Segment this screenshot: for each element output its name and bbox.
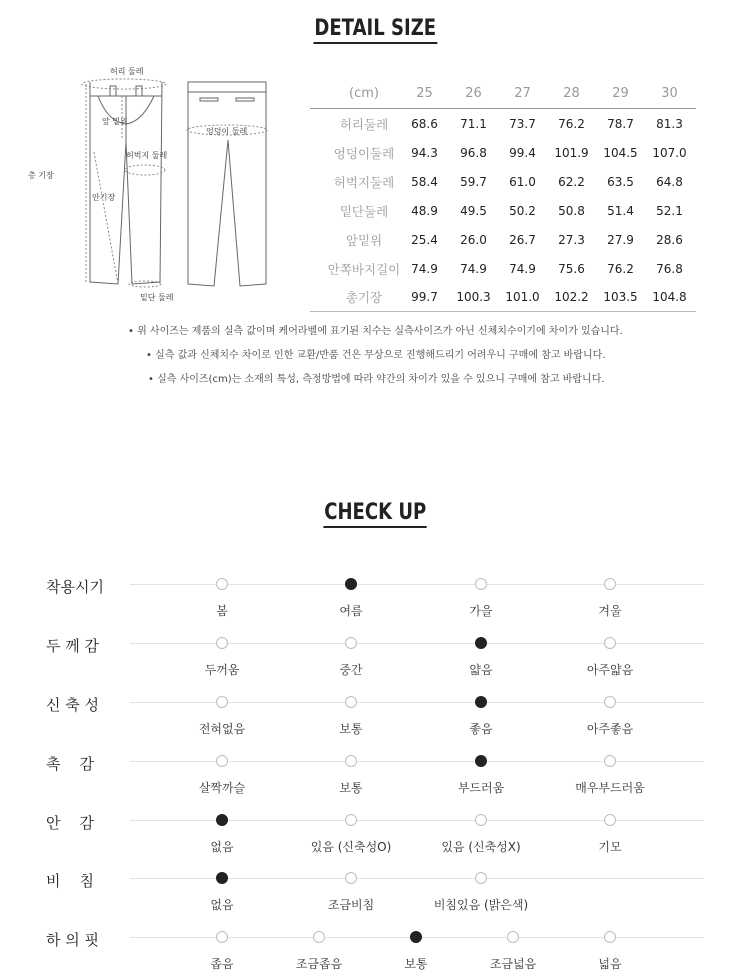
option-label: 매우부드러움	[575, 781, 645, 795]
size-table-row	[310, 283, 696, 312]
measurement-value: 96.8	[460, 145, 487, 160]
option-dot[interactable]	[313, 931, 325, 943]
size-note-2: • 실측 값과 신체치수 차이로 인한 교환/반품 건은 무상으로 진행해드리기 어려우니 구매에 참고 바랍니다.	[146, 350, 606, 361]
option-label: 넓음	[598, 957, 622, 971]
option-dot[interactable]	[604, 931, 616, 943]
measurement-value: 75.6	[558, 261, 585, 276]
diagram-label-waist: 허리 둘레	[110, 67, 144, 76]
measurement-value: 76.2	[607, 261, 634, 276]
measurement-value: 27.9	[607, 232, 634, 247]
diagram-label-thigh: 허벅지 둘레	[126, 151, 168, 160]
measurement-label: 총기장	[345, 290, 383, 305]
measurement-value: 74.9	[460, 261, 487, 276]
option-dot[interactable]	[604, 578, 616, 590]
diagram-label-front-rise: 앞 밑위	[102, 117, 128, 126]
measurement-label: 허리둘레	[339, 116, 389, 132]
selected-option-dot[interactable]	[410, 931, 422, 943]
measurement-value: 58.4	[411, 174, 438, 189]
measurement-value: 52.1	[656, 203, 683, 218]
check-up-label: 하 의 핏	[46, 931, 100, 949]
measurement-value: 107.0	[652, 145, 687, 160]
measurement-label: 엉덩이둘레	[333, 145, 395, 161]
option-dot[interactable]	[216, 696, 228, 708]
option-label: 있음 (신축성X)	[441, 840, 521, 854]
measurement-value: 26.0	[460, 232, 487, 247]
option-label: 봄	[216, 604, 228, 618]
measurement-value: 78.7	[607, 116, 634, 131]
measurement-value: 100.3	[456, 290, 491, 304]
diagram-label-hip: 엉덩이 둘레	[206, 127, 248, 136]
unit-label: (cm)	[349, 86, 379, 101]
option-dot[interactable]	[216, 578, 228, 590]
measurement-value: 104.8	[652, 290, 687, 304]
selected-option-dot[interactable]	[345, 578, 357, 590]
measurement-value: 73.7	[509, 116, 536, 131]
measurement-value: 76.2	[558, 116, 585, 131]
option-label: 비침있음 (밝은색)	[433, 898, 529, 912]
option-label: 조금넓음	[489, 957, 537, 971]
option-label: 중간	[339, 663, 363, 677]
measurement-value: 50.2	[509, 203, 536, 218]
diagram-label-inseam: 안기장	[92, 193, 116, 202]
measurement-value: 27.3	[558, 232, 585, 247]
pants-illustration	[28, 62, 288, 307]
measurement-value: 59.7	[460, 174, 487, 189]
measurement-value: 49.5	[460, 203, 487, 218]
measurement-value: 26.7	[509, 232, 536, 247]
size-header-27: 27	[514, 86, 531, 101]
check-up-row	[0, 931, 750, 980]
option-label: 없음	[210, 898, 234, 912]
measurement-value: 99.4	[509, 145, 536, 160]
measurement-label: 밑단둘레	[339, 203, 389, 219]
option-dot[interactable]	[216, 931, 228, 943]
option-dot[interactable]	[345, 637, 357, 649]
option-label: 아주좋음	[586, 722, 634, 736]
option-label: 두꺼움	[204, 663, 240, 677]
option-label: 좁음	[210, 957, 234, 971]
option-label: 기모	[598, 840, 622, 854]
size-header-25: 25	[416, 86, 433, 101]
measurement-label: 앞밑위	[345, 232, 383, 248]
check-up-row	[0, 872, 750, 938]
measurement-value: 50.8	[558, 203, 585, 218]
option-dot[interactable]	[604, 814, 616, 826]
option-label: 없음	[210, 840, 234, 854]
check-up-title: CHECK UP	[0, 500, 750, 528]
measurement-value: 76.8	[656, 261, 683, 276]
option-dot[interactable]	[475, 872, 487, 884]
option-label: 아주얇음	[586, 663, 634, 677]
option-label: 보통	[404, 957, 428, 971]
size-table-row	[310, 254, 696, 283]
measurement-value: 28.6	[656, 232, 683, 247]
size-header-30: 30	[661, 86, 678, 101]
measurement-value: 81.3	[656, 116, 683, 131]
measurement-value: 94.3	[411, 145, 438, 160]
measurement-label: 안쪽바지길이	[327, 261, 401, 277]
check-up-label: 촉 감	[46, 755, 95, 773]
measurement-value: 74.9	[411, 261, 438, 276]
measurement-value: 62.2	[558, 174, 585, 189]
option-dot[interactable]	[604, 755, 616, 767]
size-header-26: 26	[465, 86, 482, 101]
check-up-row	[0, 696, 750, 762]
option-dot[interactable]	[345, 755, 357, 767]
check-up-row	[0, 578, 750, 644]
measurement-value: 99.7	[411, 290, 438, 304]
option-dot[interactable]	[475, 814, 487, 826]
measurement-value: 104.5	[603, 145, 638, 160]
measurement-value: 68.6	[411, 116, 438, 131]
selected-option-dot[interactable]	[216, 872, 228, 884]
option-label: 얇음	[469, 663, 493, 677]
option-dot[interactable]	[604, 696, 616, 708]
selected-option-dot[interactable]	[475, 637, 487, 649]
option-dot[interactable]	[475, 578, 487, 590]
check-up-row	[0, 814, 750, 880]
selected-option-dot[interactable]	[475, 755, 487, 767]
size-table-header	[310, 79, 696, 109]
check-up-label: 비 침	[46, 872, 95, 890]
option-label: 조금비침	[327, 898, 375, 912]
option-label: 있음 (신축성O)	[310, 840, 392, 854]
diagram-label-total-length: 총 기장	[28, 171, 54, 180]
check-up-label: 안 감	[46, 814, 95, 832]
size-table-row	[310, 225, 696, 254]
measurement-value: 74.9	[509, 261, 536, 276]
size-note-1: • 위 사이즈는 제품의 실측 값이며 케어라벨에 표기된 치수는 실측사이즈가 아닌 신체치수이기에 차이가 있습니다.	[128, 326, 623, 337]
selected-option-dot[interactable]	[475, 696, 487, 708]
measurement-value: 102.2	[554, 290, 589, 304]
selected-option-dot[interactable]	[216, 814, 228, 826]
option-dot[interactable]	[345, 814, 357, 826]
check-up-label: 두 께 감	[46, 637, 100, 655]
measurement-label: 허벅지둘레	[333, 174, 395, 190]
option-dot[interactable]	[345, 872, 357, 884]
size-table-row	[310, 138, 696, 167]
check-up-row	[0, 755, 750, 821]
measurement-value: 61.0	[509, 174, 536, 189]
measurement-value: 101.9	[554, 145, 589, 160]
option-label: 조금좁음	[295, 957, 343, 971]
option-label: 살짝까슬	[198, 781, 246, 795]
option-label: 여름	[339, 604, 363, 618]
measurement-value: 51.4	[607, 203, 634, 218]
measurement-value: 101.0	[505, 290, 540, 304]
option-label: 전혀없음	[198, 722, 246, 736]
pants-diagram	[28, 62, 288, 307]
size-header-29: 29	[612, 86, 629, 101]
option-label: 보통	[339, 781, 363, 795]
option-dot[interactable]	[216, 637, 228, 649]
option-label: 보통	[339, 722, 363, 736]
measurement-value: 71.1	[460, 116, 487, 131]
size-header-28: 28	[563, 86, 580, 101]
option-label: 부드러움	[457, 781, 505, 795]
measurement-value: 48.9	[411, 203, 438, 218]
option-label: 겨울	[598, 604, 622, 618]
measurement-value: 103.5	[603, 290, 638, 304]
size-table	[310, 79, 696, 312]
check-up-label: 착용시기	[46, 578, 104, 596]
size-note-3: • 실측 사이즈(cm)는 소재의 특성, 측정방법에 따라 약간의 차이가 있을 수 있으니 구매에 참고 바랍니다.	[148, 374, 605, 385]
check-up-label: 신 축 성	[46, 696, 100, 714]
detail-size-title: DETAIL SIZE	[0, 16, 750, 44]
option-dot[interactable]	[216, 755, 228, 767]
size-table-row	[310, 109, 696, 138]
size-table-row	[310, 196, 696, 225]
option-dot[interactable]	[507, 931, 519, 943]
measurement-value: 64.8	[656, 174, 683, 189]
diagram-label-hem: 밑단 둘레	[140, 293, 174, 302]
check-up-row	[0, 637, 750, 703]
option-dot[interactable]	[604, 637, 616, 649]
measurement-value: 63.5	[607, 174, 634, 189]
size-table-row	[310, 167, 696, 196]
measurement-value: 25.4	[411, 232, 438, 247]
option-dot[interactable]	[345, 696, 357, 708]
option-label: 가을	[469, 604, 493, 618]
option-label: 좋음	[469, 722, 493, 736]
